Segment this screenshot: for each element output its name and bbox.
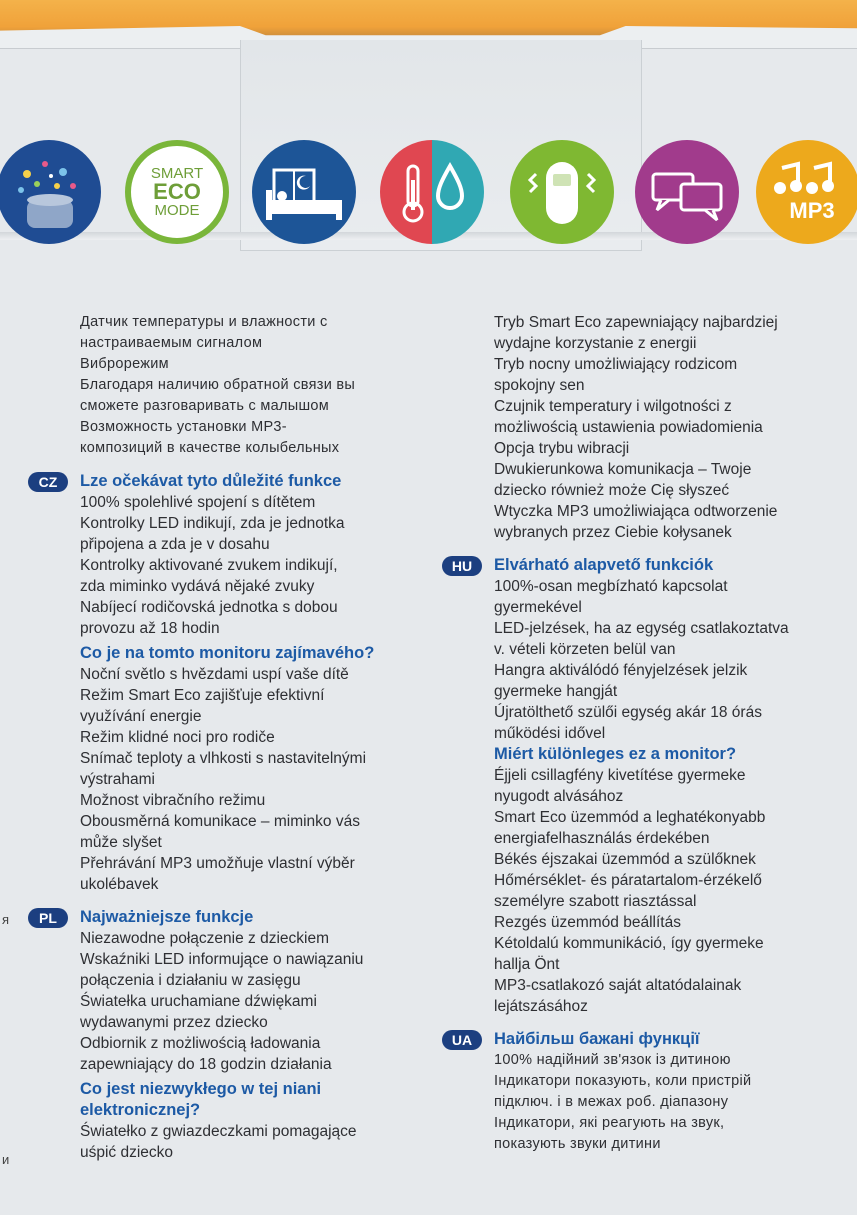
eco-line1: SMART [150, 165, 204, 182]
hu-line: LED-jelzések, ha az egység csatlakoztatva [494, 620, 789, 637]
pl-subheading: Co jest niezwykłego w tej niani [80, 1080, 322, 1098]
pl-line: Tryb Smart Eco zapewniający najbardziej [494, 314, 778, 331]
eco-line3: MODE [154, 202, 200, 219]
cz-line: výstrahami [80, 771, 155, 788]
pl-line: dziecko również może Cię słyszeć [494, 482, 730, 499]
pl-line: połączenia i działaniu w zasięgu [80, 972, 301, 989]
hu-line: Smart Eco üzemmód a leghatékonyabb [494, 809, 766, 826]
pl-line: Czujnik temperatury i wilgotności z [494, 398, 732, 415]
hu-heading-text: Elvárható alapvető funkciók [494, 556, 714, 574]
cz-line: Nabíjecí rodičovská jednotka s dobou [80, 599, 338, 616]
hu-line: nyugodt alvásához [494, 788, 624, 805]
pl-line: Światełka uruchamiane dźwiękami [80, 993, 317, 1010]
cz-line: zda miminko vydává nějaké zvuky [80, 578, 315, 595]
pl-line: wydajne korzystanie z energii [494, 335, 697, 352]
talkback-icon [635, 140, 739, 244]
hu-line: Hangra aktiválódó fényjelzések jelzik [494, 662, 748, 679]
cz-line: 100% spolehlivé spojení s dítětem [80, 494, 316, 511]
hu-heading [451, 555, 824, 576]
pl-line: Tryb nocny umożliwiający rodzicom [494, 356, 738, 373]
eco-line2: ECO [153, 179, 201, 204]
pl-line: spokojny sen [494, 377, 585, 394]
cz-line: Možnost vibračního režimu [80, 792, 266, 809]
pl-line: uśpić dziecko [80, 1144, 174, 1161]
cz-line: Noční světlo s hvězdami uspí vaše dítě [80, 666, 349, 683]
ru-line: композиций в качестве колыбельных [80, 440, 340, 456]
hu-line: gyermekével [494, 599, 582, 616]
hu-line: személyre szabott riasztással [494, 893, 697, 910]
cz-line: připojena a zda je v dosahu [80, 536, 270, 553]
edge-letter: я [2, 912, 10, 927]
hu-line: v. vételi körzeten belül van [494, 641, 676, 658]
ru-line: настраиваемым сигналом [80, 335, 263, 351]
cz-line: může slyšet [80, 834, 162, 851]
ru-line: Датчик температуры и влажности с [80, 314, 328, 330]
night-mode-icon [252, 140, 356, 244]
pl-line: możliwością ustawienia powiadomienia [494, 419, 763, 436]
cz-line: Režim klidné noci pro rodiče [80, 729, 275, 746]
vibration-icon [510, 140, 614, 244]
mp3-label: MP3 [789, 198, 835, 223]
pl-line: Odbiornik z możliwością ładowania [80, 1035, 321, 1052]
ru-line: Возможность установки MP3- [80, 419, 287, 435]
pl-line: Opcja trybu wibracji [494, 440, 630, 457]
smart-eco-mode-icon [125, 140, 229, 244]
ru-section [80, 312, 420, 459]
cz-badge: CZ [28, 472, 68, 492]
ua-line: показують звуки дитини [494, 1136, 661, 1152]
temperature-humidity-icon [380, 140, 484, 244]
ua-heading [451, 1029, 824, 1050]
ua-line: Індикатори показують, коли пристрій [494, 1073, 752, 1089]
cz-line: Kontrolky aktivované zvukem indikují, [80, 557, 338, 574]
ua-line: Індикатори, які реагують на звук, [494, 1115, 725, 1131]
hu-line: lejátszásához [494, 998, 588, 1015]
hu-line: MP3-csatlakozó saját altatódalainak [494, 977, 742, 994]
hu-line: működési idővel [494, 725, 606, 742]
hu-line: Éjjeli csillagfény kivetítése gyermeke [494, 767, 746, 784]
pl-subheading: elektronicznej? [80, 1101, 201, 1119]
pl-line: wybranych przez Ciebie kołysanek [494, 524, 732, 541]
hu-badge: HU [442, 556, 482, 576]
pl-line: Światełko z gwiazdeczkami pomagające [80, 1123, 357, 1140]
cz-line: Kontrolky LED indikují, zda je jednotka [80, 515, 345, 532]
right-column [451, 312, 824, 1155]
hu-subheading: Miért különleges ez a monitor? [494, 745, 737, 763]
cz-line: provozu až 18 hodin [80, 620, 220, 637]
cz-subheading: Co je na tomto monitoru zajímavého? [80, 644, 375, 662]
hu-line: Békés éjszakai üzemmód a szülőknek [494, 851, 756, 868]
left-column [38, 312, 420, 1163]
hu-line: hallja Önt [494, 956, 560, 973]
cz-line: Snímač teploty a vlhkosti s nastavitelnými [80, 750, 367, 767]
pl-line: Dwukierunkowa komunikacja – Twoje [494, 461, 752, 478]
pl-line: wydawanymi przez dziecko [80, 1014, 268, 1031]
hu-line: Kétoldalú kommunikáció, így gyermeke [494, 935, 764, 952]
hu-line: energiafelhasználás érdekében [494, 830, 710, 847]
starlight-projector-icon [0, 140, 101, 244]
cz-line: ukolébavek [80, 876, 159, 893]
hu-line: gyermeke hangját [494, 683, 618, 700]
hu-line: 100%-osan megbízható kapcsolat [494, 578, 728, 595]
pl-line: Niezawodne połączenie z dzieckiem [80, 930, 329, 947]
pl-line: Wskaźniki LED informujące o nawiązaniu [80, 951, 364, 968]
hu-line: Hőmérséklet- és páratartalom-érzékelő [494, 872, 762, 889]
ua-line: підключ. і в межах роб. діапазону [494, 1094, 729, 1110]
cz-heading [38, 471, 420, 492]
pl-line: zapewniający do 18 godzin działania [80, 1056, 332, 1073]
ua-heading-text: Найбільш бажані функції [494, 1030, 700, 1048]
ua-badge: UA [442, 1030, 482, 1050]
edge-letter: и [2, 1152, 10, 1167]
cz-line: Režim Smart Eco zajišťuje efektivní [80, 687, 325, 704]
pl-line: Wtyczka MP3 umożliwiająca odtworzenie [494, 503, 778, 520]
hu-line: Rezgés üzemmód beállítás [494, 914, 681, 931]
ua-line: 100% надійний зв'язок із дитиною [494, 1052, 731, 1068]
ru-line: Благодаря наличию обратной связи вы [80, 377, 356, 393]
ru-line: сможете разговаривать с малышом [80, 398, 330, 414]
cz-line: Obousměrná komunikace – miminko vás [80, 813, 360, 830]
cz-heading-text: Lze očekávat tyto důležité funkce [80, 472, 342, 490]
cz-line: využívání energie [80, 708, 202, 725]
pl-badge: PL [28, 908, 68, 928]
mp3-icon [756, 140, 857, 244]
pl-heading-text: Najważniejsze funkcje [80, 908, 254, 926]
pl-heading [39, 907, 420, 928]
ru-line: Виброрежим [80, 356, 169, 372]
cz-line: Přehrávání MP3 umožňuje vlastní výběr [80, 855, 355, 872]
hu-line: Újratölthető szülői egység akár 18 órás [494, 704, 762, 721]
